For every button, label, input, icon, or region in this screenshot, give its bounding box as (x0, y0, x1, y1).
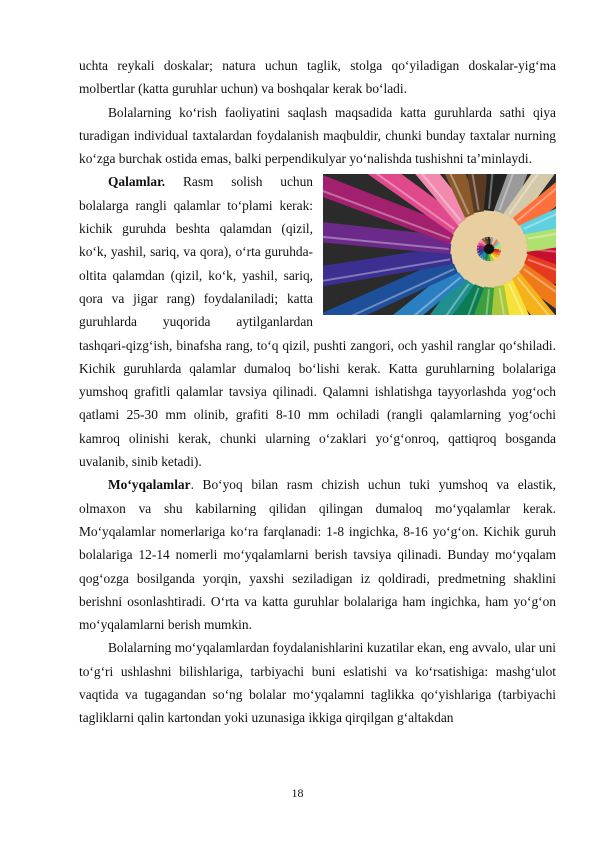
page-number: 18 (291, 786, 304, 800)
pencils-heading: Qalamlar. (108, 174, 166, 190)
paragraph-boards: uchta reykali doskalar; natura uchun taglik, stolga qo‘yiladigan doskalar-yig‘ma molbertlar (katta guruhlar uchun) va boshqalar kerak bo‘ladi. (79, 58, 556, 97)
paragraph-individual-boards: Bolalarning ko‘rish faoliyatini saqlash maqsadida katta guruhlarda sathi qiya turadigan individual taxtalardan foydalanish maqbuldir, chunki bunday taxtalar nurning ko‘zga burchak ostida emas, balki perpendikulyar yo‘nalishda tushishni ta’minlaydi. (79, 104, 556, 167)
colored-pencils-illustration (323, 174, 556, 315)
colored-pencils-photo (323, 174, 556, 315)
pencils-text: Rasm solish uchun bolalarga rangli qalamlar to‘plami kerak: kichik guruhda beshta qalamdan (qizil, ko‘k, yashil, sariq, va qora), o‘rta guruhda-oltita qalamdan (qizil, ko‘k, yashil, sariq, qora va jigar rang) foydalaniladi; katta guruhlarda yuqorida aytilganlardan tashqari-qizg‘ish, binafsha rang, to‘q qizil, pushti zangori, och yashil ranglar qo‘shiladi. Kichik guruhlarda qalamlar dumaloq bo‘lishi kerak. Katta guruhlarning bolalariga yumshoq grafitli qalamlar tavsiya qilinadi. Qalamni ishlatishga tayyorlashda yog‘och qatlami 25-30 mm olinib, grafiti 8-10 mm ochiladi (rangli qalamlarning yog‘ochi kamroq olinishi kerak, chunki ularning o‘zaklari yo‘g‘onroq, qattiqroq bosganda uvalanib, sinib ketadi). (79, 174, 556, 470)
pencils-section (79, 170, 556, 473)
brushes-text: . Bo‘yoq bilan rasm chizish uchun tuki yumshoq va elastik, olmaxon va shu kabilarning qilidan qilingan dumaloq mo‘yqalamlar kerak. Mo‘yqalamlar nomerlariga ko‘ra farqlanadi: 1-8 ingichka, 8-16 yo‘g‘on. Kichik guruh bolalariga 12-14 nomerli mo‘yqalamlarni berish tavsiya qilinadi. Bunday mo‘yqalam qog‘ozga bosilganda yorqin, yaxshi seziladigan iz qoldiradi, predmetning shaklini berishni osonlashtiradi. O‘rta va katta guruhlar bolalariga ham ingichka, ham yo‘g‘on mo‘yqalamlarni berish mumkin. (79, 477, 556, 633)
body-text (79, 54, 556, 730)
brushes-heading: Mo‘yqalamlar (108, 477, 191, 493)
paragraph-brush-usage: Bolalarning mo‘yqalamlardan foydalanishlarini kuzatilar ekan, eng avvalo, ular uni to‘g‘ri ushlashni bilishlariga, tarbiyachi buni eslatishi va ko‘rsatishiga: mashg‘ulot vaqtida va tugagandan so‘ng bolalar mo‘yqalamni taglikka qo‘yishlariga (tarbiyachi tagliklarni qalin kartondan yoki uzunasiga ikkiga qirqilgan g‘altakdan (79, 640, 556, 726)
paragraph-brushes (79, 473, 556, 636)
